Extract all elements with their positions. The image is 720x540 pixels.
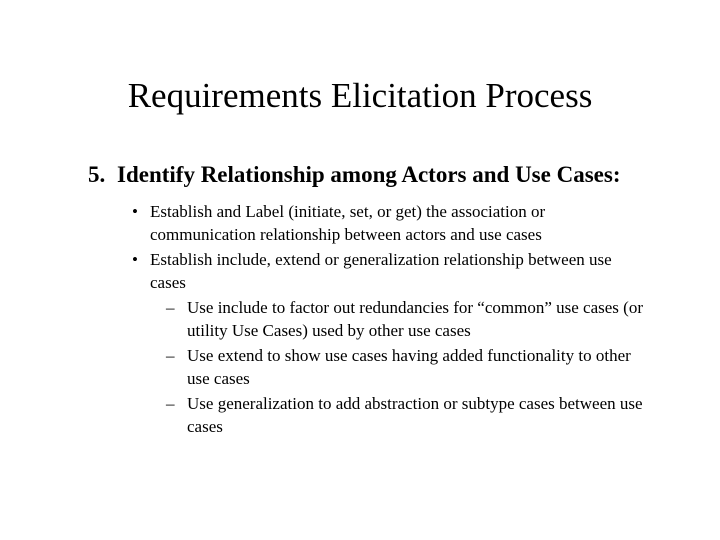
- sub-bullet-marker: –: [166, 394, 175, 413]
- bullet-text: Establish include, extend or generalization relationship between use cases: [150, 250, 612, 292]
- sub-bullet-text: Use generalization to add abstraction or subtype cases between use cases: [187, 394, 643, 436]
- sub-bullet-marker: –: [166, 346, 175, 365]
- sub-bullet-item: [166, 345, 656, 390]
- sub-bullet-text: Use include to factor out redundancies for “common” use cases (or utility Use Cases) used by other use cases: [187, 298, 643, 340]
- sub-bullet-item: [166, 393, 656, 438]
- section-heading: [88, 161, 648, 188]
- bullet-text: Establish and Label (initiate, set, or get) the association or communication relationship between actors and use cases: [150, 202, 546, 244]
- bullet-marker: •: [132, 202, 138, 221]
- slide-title: Requirements Elicitation Process: [127, 76, 593, 115]
- section-heading-text: Identify Relationship among Actors and Use Cases:: [117, 162, 621, 187]
- bullet-item: [132, 201, 632, 246]
- sub-bullet-text: Use extend to show use cases having added functionality to other use cases: [187, 346, 631, 388]
- bullet-marker: •: [132, 250, 138, 269]
- slide-content: [0, 161, 720, 438]
- section-number: 5.: [88, 162, 106, 187]
- bullet-item: [132, 249, 632, 294]
- sub-bullet-item: [166, 297, 656, 342]
- sub-bullet-marker: –: [166, 298, 175, 317]
